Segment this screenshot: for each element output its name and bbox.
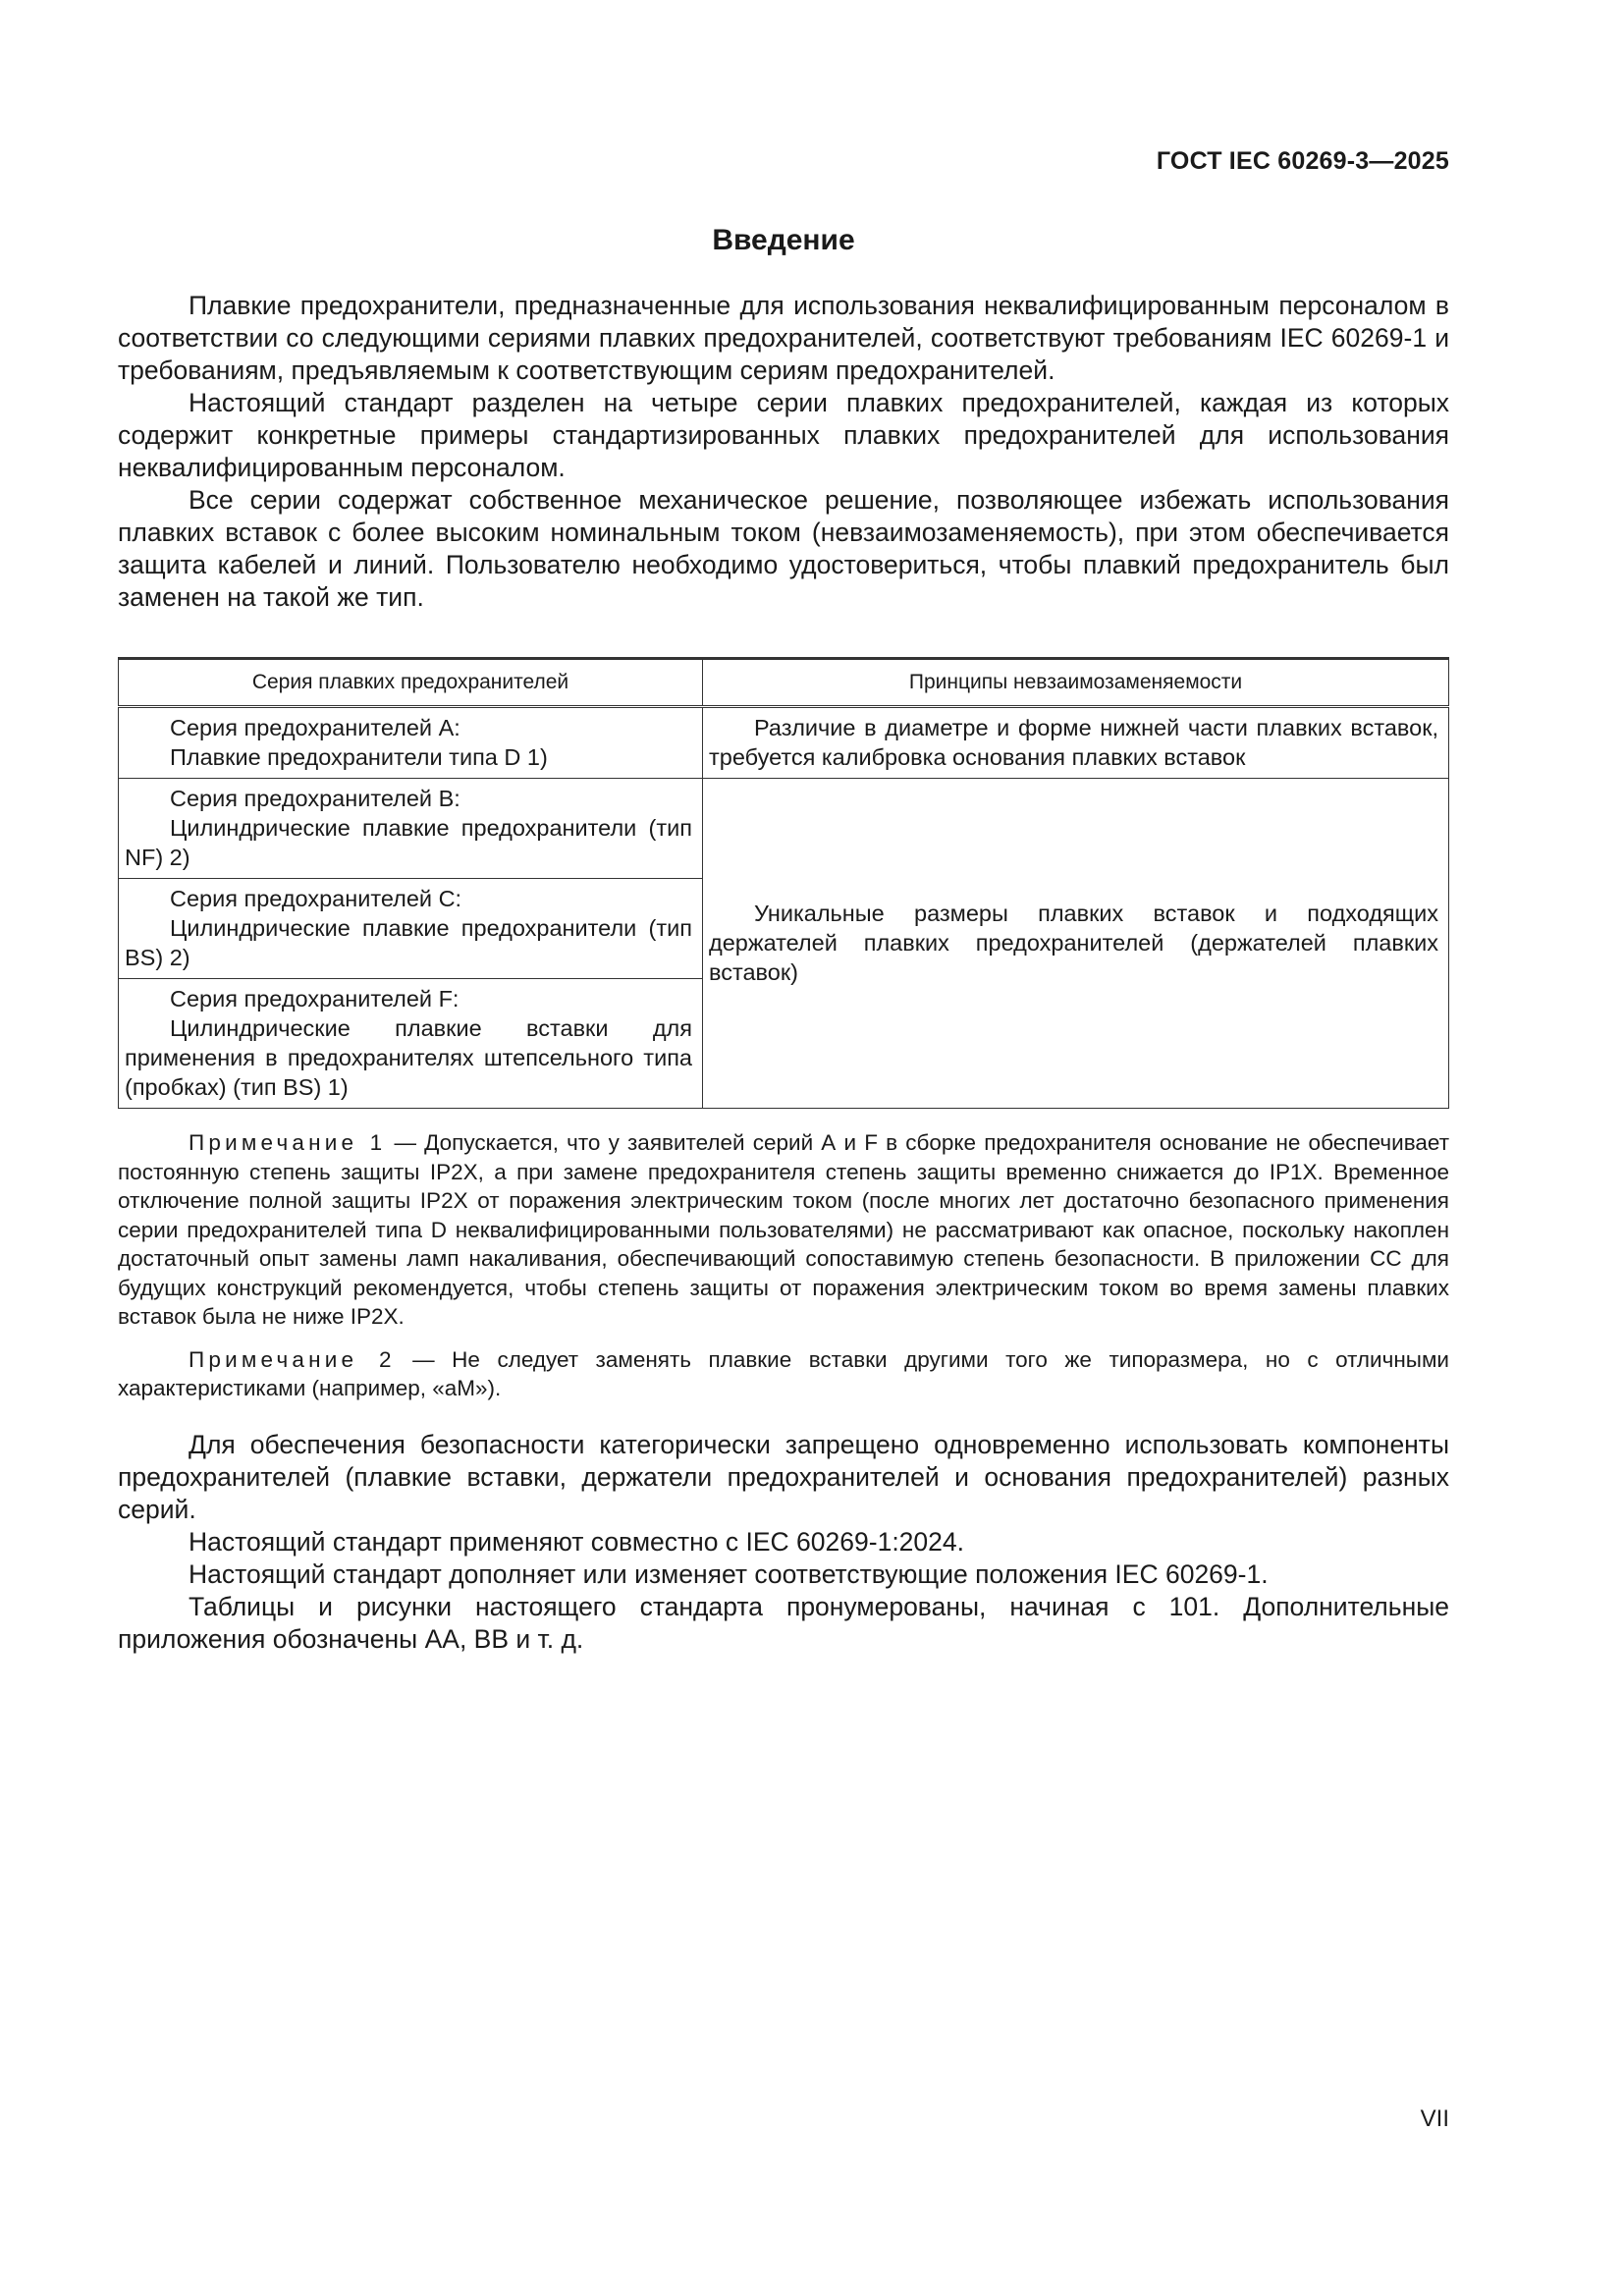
closing-text — [118, 1429, 1449, 1656]
paragraph: Для обеспечения безопасности категорически запрещено одновременно использовать компоненты предохранителей (плавкие вставки, держатели предохранителей и основания предохранителей) разных серий. — [118, 1430, 1449, 1524]
notes-block — [118, 1128, 1449, 1417]
paragraph: Таблицы и рисунки настоящего стандарта пронумерованы, начиная с 101. Дополнительные приложения обозначены АА, ВВ и т. д. — [118, 1592, 1449, 1654]
note-label: Примечание 2 — [189, 1346, 396, 1372]
series-cell — [119, 779, 703, 879]
table-row — [119, 707, 1449, 779]
series-description: Плавкие предохранители типа D 1) — [170, 744, 548, 770]
column-header-principles: Принципы невзаимозаменяемости — [703, 659, 1449, 707]
series-name: Серия предохранителей В: — [170, 786, 460, 811]
series-name: Серия предохранителей А: — [170, 715, 460, 740]
paragraph: Настоящий стандарт разделен на четыре серии плавких предохранителей, каждая из которых содержит конкретные примеры стандартизированных плавких предохранителей для использования неквалифицированным персоналом. — [118, 388, 1449, 482]
principle-cell: Уникальные размеры плавких вставок и подходящих держателей плавких предохранителей (держателей плавких вставок) — [703, 779, 1449, 1109]
note-text: — Допускается, что у заявителей серий А и F в сборке предохранителя основание не обеспечивает постоянную степень защиты IP2X, а при замене предохранителя степень защиты временно снижается до IP1X. Временное отключение полной защиты IP2X от поражения электрическим током (после многих лет достаточно безопасного применения серии предохранителей типа D неквалифицированными пользователями) не рассматривают как опасное, поскольку накоплен достаточный опыт замены ламп накаливания, обеспечивающий сопоставимую степень безопасности. В приложении СС для будущих конструкций рекомендуется, чтобы степень защиты от поражения электрическим током во время замены плавких вставок была не ниже IP2X. — [118, 1130, 1449, 1329]
note — [118, 1128, 1449, 1332]
series-name: Серия предохранителей F: — [170, 986, 460, 1011]
series-cell — [119, 879, 703, 979]
paragraph: Настоящий стандарт дополняет или изменяет соответствующие положения IEC 60269-1. — [189, 1559, 1269, 1589]
series-description: Цилиндрические плавкие предохранители (тип NF) 2) — [125, 815, 692, 870]
fuse-series-table — [118, 657, 1449, 1109]
series-description: Цилиндрические плавкие предохранители (тип BS) 2) — [125, 915, 692, 970]
intro-text — [118, 290, 1449, 614]
series-cell — [119, 707, 703, 779]
note-text: — Не следует заменять плавкие вставки другими того же типоразмера, но с отличными характеристиками (например, «аМ»). — [118, 1346, 1449, 1400]
table-header-row — [119, 659, 1449, 707]
note — [118, 1345, 1449, 1403]
column-header-series: Серия плавких предохранителей — [119, 659, 703, 707]
series-name: Серия предохранителей С: — [170, 886, 462, 911]
principle-cell: Различие в диаметре и форме нижней части плавких вставок, требуется калибровка основания плавких вставок — [703, 707, 1449, 779]
series-description: Цилиндрические плавкие вставки для применения в предохранителях штепсельного типа (пробках) (тип BS) 1) — [125, 1015, 692, 1100]
document-code: ГОСТ IEC 60269-3—2025 — [1156, 147, 1449, 175]
series-cell — [119, 979, 703, 1109]
page-number: VII — [1420, 2105, 1449, 2132]
paragraph: Все серии содержат собственное механическое решение, позволяющее избежать использования плавких вставок с более высоким номинальным током (невзаимозаменяемость), при этом обеспечивается защита кабелей и линий. Пользователю необходимо удостовериться, чтобы плавкий предохранитель был заменен на такой же тип. — [118, 485, 1449, 612]
table-row — [119, 779, 1449, 879]
section-title: Введение — [712, 224, 855, 256]
note-label: Примечание 1 — [189, 1130, 387, 1155]
paragraph: Плавкие предохранители, предназначенные для использования неквалифицированным персоналом в соответствии со следующими сериями плавких предохранителей, соответствуют требованиям IEC 60269-1 и требованиям, предъявляемым к соответствующим сериям предохранителей. — [118, 291, 1449, 385]
paragraph: Настоящий стандарт применяют совместно с IEC 60269-1:2024. — [189, 1527, 964, 1557]
